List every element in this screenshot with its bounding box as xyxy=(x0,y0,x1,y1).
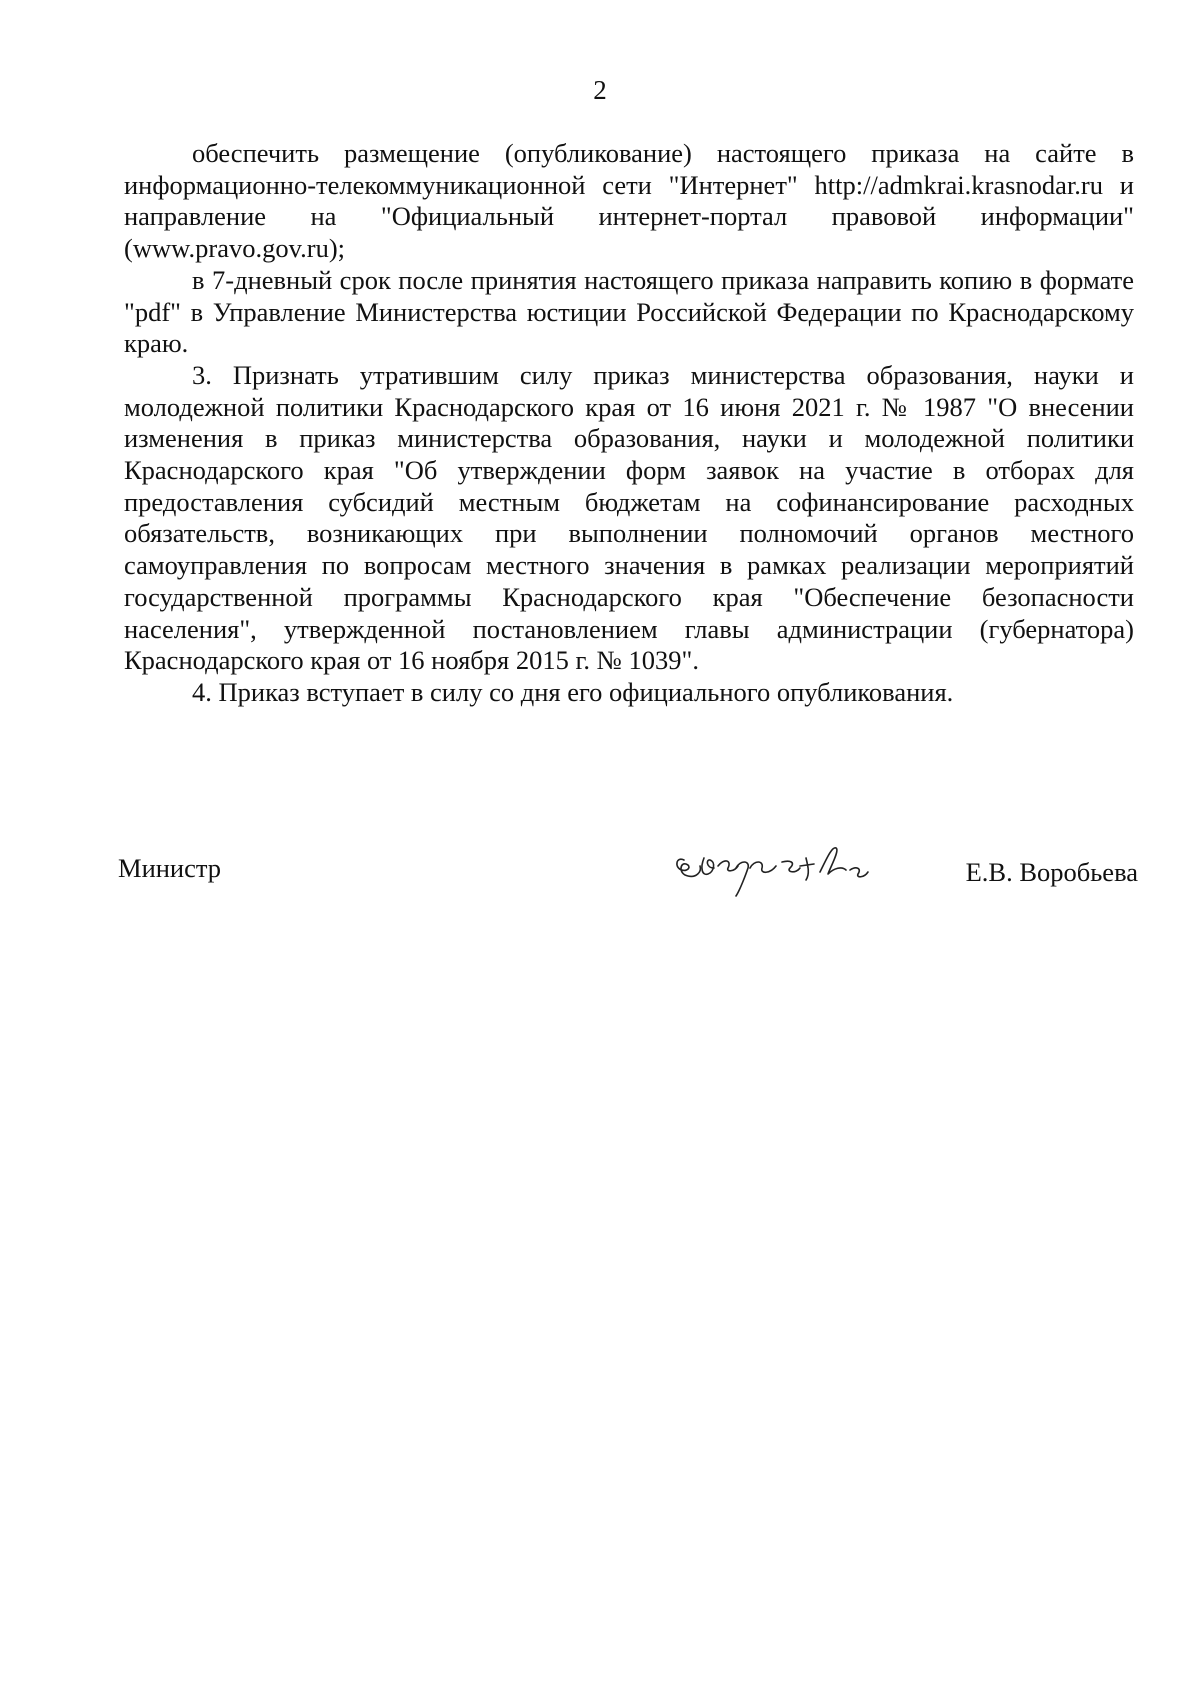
document-body xyxy=(124,138,1134,709)
signatory-name: Е.В. Воробьева xyxy=(965,857,1138,887)
page-number: 2 xyxy=(593,75,607,105)
signatory-title: Министр xyxy=(118,853,222,883)
paragraph-repeal: 3. Признать утратившим силу приказ министерства образования, науки и молодежной политики Краснодарского края от 16 июня 2021 г. № 1987 "О внесении изменения в приказ министерства образования, науки и молодежной политики Краснодарского края "Об утверждении форм заявок на участие в отборах для предоставления субсидий местным бюджетам на софинансирование расходных обязательств, возникающих при выполнении полномочий органов местного самоуправления по вопросам местного значения в рамках реализации мероприятий государственной программы Краснодарского края "Обеспечение безопасности населения", утвержденной постановлением главы администрации (губернатора) Краснодарского края от 16 ноября 2015 г. № 1039". xyxy=(124,359,1134,676)
paragraph-publication: обеспечить размещение (опубликование) настоящего приказа на сайте в информационно-телекоммуникационной сети "Интернет" http://admkrai.krasnodar.ru и направление на "Официальный интернет-портал правовой информации" (www.pravo.gov.ru); xyxy=(124,138,1134,264)
paragraph-copy-to-justice: в 7-дневный срок после принятия настоящего приказа направить копию в формате "pdf" в Управление Министерства юстиции Российской Федерации по Краснодарскому краю. xyxy=(124,264,1134,359)
paragraph-entry-into-force: 4. Приказ вступает в силу со дня его официального опубликования. xyxy=(192,676,954,707)
signature-block xyxy=(118,838,1138,908)
handwritten-signature xyxy=(670,838,880,900)
